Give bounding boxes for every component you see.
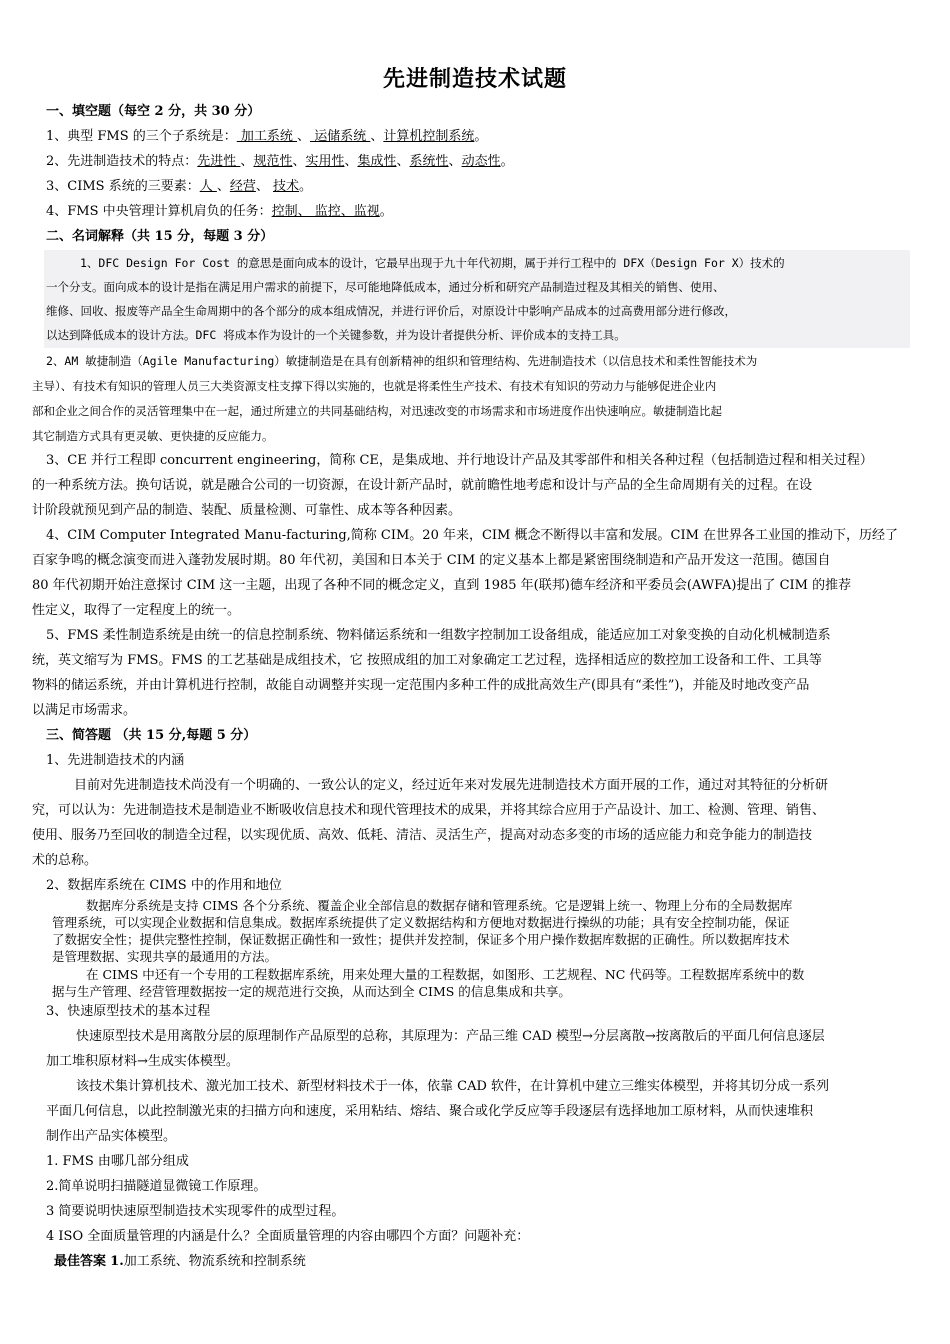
term-cim-line: 4、CIM Computer Integrated Manu-facturing,简称 CIM。20 年来，CIM 概念不断得以丰富和发展。CIM 在世界各工业国的推动下，历经了 [46,528,899,543]
fill-question-4 [46,202,393,222]
question-text: 4、FMS 中央管理计算机肩负的任务： [46,204,272,219]
short-question-title: 1、先进制造技术的内涵 [46,753,185,768]
answer-line: 加工堆积原材料→生成实体模型。 [46,1054,239,1069]
extra-question: 1. FMS 由哪几部分组成 [46,1154,189,1169]
answer-line: 使用、服务乃至回收的制造全过程，以实现优质、高效、低耗、清洁、灵活生产，提高对动态多变的市场的适应能力和竞争能力的制造技 [32,828,813,843]
answer-blank: 动态性 [461,154,501,169]
answer-blank: 系统性 [409,154,449,169]
answer-line: 究，可以认为：先进制造技术是制造业不断吸收信息技术和现代管理技术的成果，并将其综合应用于产品设计、加工、检测、管理、销售、 [32,803,826,818]
separator: 、 [370,129,384,144]
punctuation: 。 [299,179,313,194]
separator: 、 [255,179,274,194]
fill-question-2 [46,152,514,172]
answer-blank: 集成性 [357,154,397,169]
answer-blank: 加工系统 [236,129,298,144]
term-am-line: 部和企业之间合作的灵活管理集中在一起，通过所建立的共同基础结构，对迅速改变的市场需求和市场进度作出快速响应。敏捷制造比起 [32,404,722,418]
separator: 、 [292,154,306,169]
separator: 、 [448,154,462,169]
extra-question: 4 ISO 全面质量管理的内涵是什么？全面质量管理的内容由哪四个方面？问题补充： [46,1229,530,1244]
answer-blank: 经营 [229,179,256,194]
term-fms-line: 以满足市场需求。 [32,703,137,718]
term-ce-line: 3、CE 并行工程即 concurrent engineering，简称 CE，是集成地、并行地设计产品及其零部件和相关各种过程（包括制造过程和相关过程） [46,453,873,468]
answer-blank: 人 [199,179,217,194]
term-ce-line: 的一种系统方法。换句话说，就是融合公司的一切资源，在设计新产品时，就前瞻性地考虑和设计与产品的全生命周期有关的过程。在设 [32,478,813,493]
question-text: 3、CIMS 系统的三要素： [46,179,200,194]
term-am-line: 2、AM 敏捷制造（Agile Manufacturing）敏捷制造是在具有创新精神的组织和管理结构、先进制造技术（以信息技术和柔性智能技术为 [46,354,758,368]
punctuation: 。 [379,204,393,219]
term-dfc-line: 1、DFC Design For Cost 的意思是面向成本的设计，它最早出现于九十年代初期，属于并行工程中的 DFX（Design For X）技术的 [80,256,785,270]
term-dfc-line: 以达到降低成本的设计方法。DFC 将成本作为设计的一个关键参数，并为设计者提供分析、评价成本的支持工具。 [46,328,626,342]
answer-blank: 计算机控制系统 [383,129,475,144]
separator: 、 [344,154,358,169]
answer-line: 了数据安全性；提供完整性控制，保证数据正确性和一致性；提供并发控制，保证多个用户操作数据库数据的正确性。所以数据库技术 [52,932,790,947]
question-text: 1、典型 FMS 的三个子系统是： [46,129,237,144]
answer-line: 该技术集计算机技术、激光加工技术、新型材料技术于一体，依靠 CAD 软件，在计算机中建立三维实体模型，并将其切分成一系列 [76,1079,830,1094]
term-am-line: 主导）、有技术有知识的管理人员三大类资源支柱支撑下得以实施的，也就是将柔性生产技术、有技术有知识的劳动力与能够促进企业内 [32,379,717,393]
section-heading-terms: 二、名词解释（共 15 分，每题 3 分） [46,229,274,244]
answer-blank: 控制、 监控、监视 [271,204,380,219]
best-answer [54,1252,306,1272]
short-question-title: 3、快速原型技术的基本过程 [46,1004,211,1019]
separator: 、 [216,179,230,194]
answer-blank: 运储系统 [310,129,371,144]
document-title: 先进制造技术试题 [382,66,567,92]
answer-blank: 先进性 [197,154,241,169]
separator: 、 [240,154,254,169]
term-fms-line: 物料的储运系统，并由计算机进行控制，故能自动调整并实现一定范围内多种工件的成批高效生产(即具有“柔性”)，并能及时地改变产品 [32,678,810,693]
answer-line: 术的总称。 [32,853,98,868]
short-question-title: 2、数据库系统在 CIMS 中的作用和地位 [46,878,282,893]
fill-question-3 [46,177,312,197]
answer-line: 目前对先进制造技术尚没有一个明确的、一致公认的定义，经过近年来对发展先进制造技术方面开展的工作，通过对其特征的分析研 [74,778,829,793]
term-cim-line: 80 年代初期开始注意探讨 CIM 这一主题，出现了各种不同的概念定义，直到 1985 年(联邦)德车经济和平委员会(AWFA)提出了 CIM 的推荐 [32,578,852,593]
fill-question-1 [46,127,487,147]
answer-line: 是管理数据、实现共享的最通用的方法。 [52,949,278,964]
best-answer-number: 1. [110,1254,124,1269]
extra-question: 3 简要说明快速原型制造技术实现零件的成型过程。 [46,1204,345,1219]
term-ce-line: 计阶段就预见到产品的制造、装配、质量检测、可靠性、成本等各种因素。 [32,503,462,518]
answer-blank: 技术 [273,179,300,194]
section-heading-fill-blank: 一、填空题（每空 2 分，共 30 分） [46,104,261,119]
separator: 、 [396,154,410,169]
punctuation: 。 [500,154,514,169]
extra-question: 2.简单说明扫描隧道显微镜工作原理。 [46,1179,267,1194]
separator: 、 [297,129,311,144]
term-cim-line: 性定义，取得了一定程度上的统一。 [32,603,241,618]
term-fms-line: 5、FMS 柔性制造系统是由统一的信息控制系统、物料储运系统和一组数字控制加工设备组成，能适应加工对象变换的自动化机械制造系 [46,628,831,643]
answer-blank: 实用性 [305,154,345,169]
answer-line: 在 CIMS 中还有一个专用的工程数据库系统，用来处理大量的工程数据，如图形、工艺规程、NC 代码等。工程数据库系统中的数 [86,967,805,982]
answer-line: 据与生产管理、经营管理数据按一定的规范进行交换，从而达到全 CIMS 的信息集成和共享。 [52,984,571,999]
term-dfc-line: 维修、回收、报废等产品全生命周期中的各个部分的成本组成情况，并进行评价后，对原设计中影响产品成本的过高费用部分进行修改， [46,304,736,318]
question-text: 2、先进制造技术的特点： [46,154,198,169]
answer-line: 快速原型技术是用离散分层的原理制作产品原型的总称，其原理为：产品三维 CAD 模型→分层离散→按离散后的平面几何信息逐层 [76,1029,825,1044]
answer-line: 平面几何信息，以此控制激光束的扫描方向和速度，采用粘结、熔结、聚合或化学反应等手段逐层有选择地加工原材料，从而快速堆积 [46,1104,814,1119]
answer-blank: 规范性 [253,154,293,169]
term-cim-line: 百家争鸣的概念演变而进入蓬勃发展时期。80 年代初，美国和日本关于 CIM 的定义基本上都是紧密围绕制造和产品开发这一范围。德国自 [32,553,831,568]
term-am-line: 其它制造方式具有更灵敏、更快捷的反应能力。 [32,429,274,443]
term-fms-line: 统，英文缩写为 FMS。FMS 的工艺基础是成组技术，它 按照成组的加工对象确定工艺过程，选择相适应的数控加工设备和工件、工具等 [32,653,822,668]
answer-line: 制作出产品实体模型。 [46,1129,177,1144]
best-answer-text: 加工系统、物流系统和控制系统 [123,1254,306,1269]
answer-line: 数据库分系统是支持 CIMS 各个分系统、覆盖企业全部信息的数据存储和管理系统。它是逻辑上统一、物理上分布的全局数据库 [86,898,793,913]
best-answer-label: 最佳答案 [54,1254,107,1269]
term-dfc-line: 一个分支。面向成本的设计是指在满足用户需求的前提下，尽可能地降低成本，通过分析和研究产品制造过程及其相关的销售、使用、 [46,280,725,294]
answer-line: 管理系统，可以实现企业数据和信息集成。数据库系统提供了定义数据结构和方便地对数据进行操纵的功能；具有安全控制功能，保证 [52,915,790,930]
punctuation: 。 [474,129,488,144]
section-heading-short-answer: 三、简答题 （共 15 分,每题 5 分） [46,728,257,743]
